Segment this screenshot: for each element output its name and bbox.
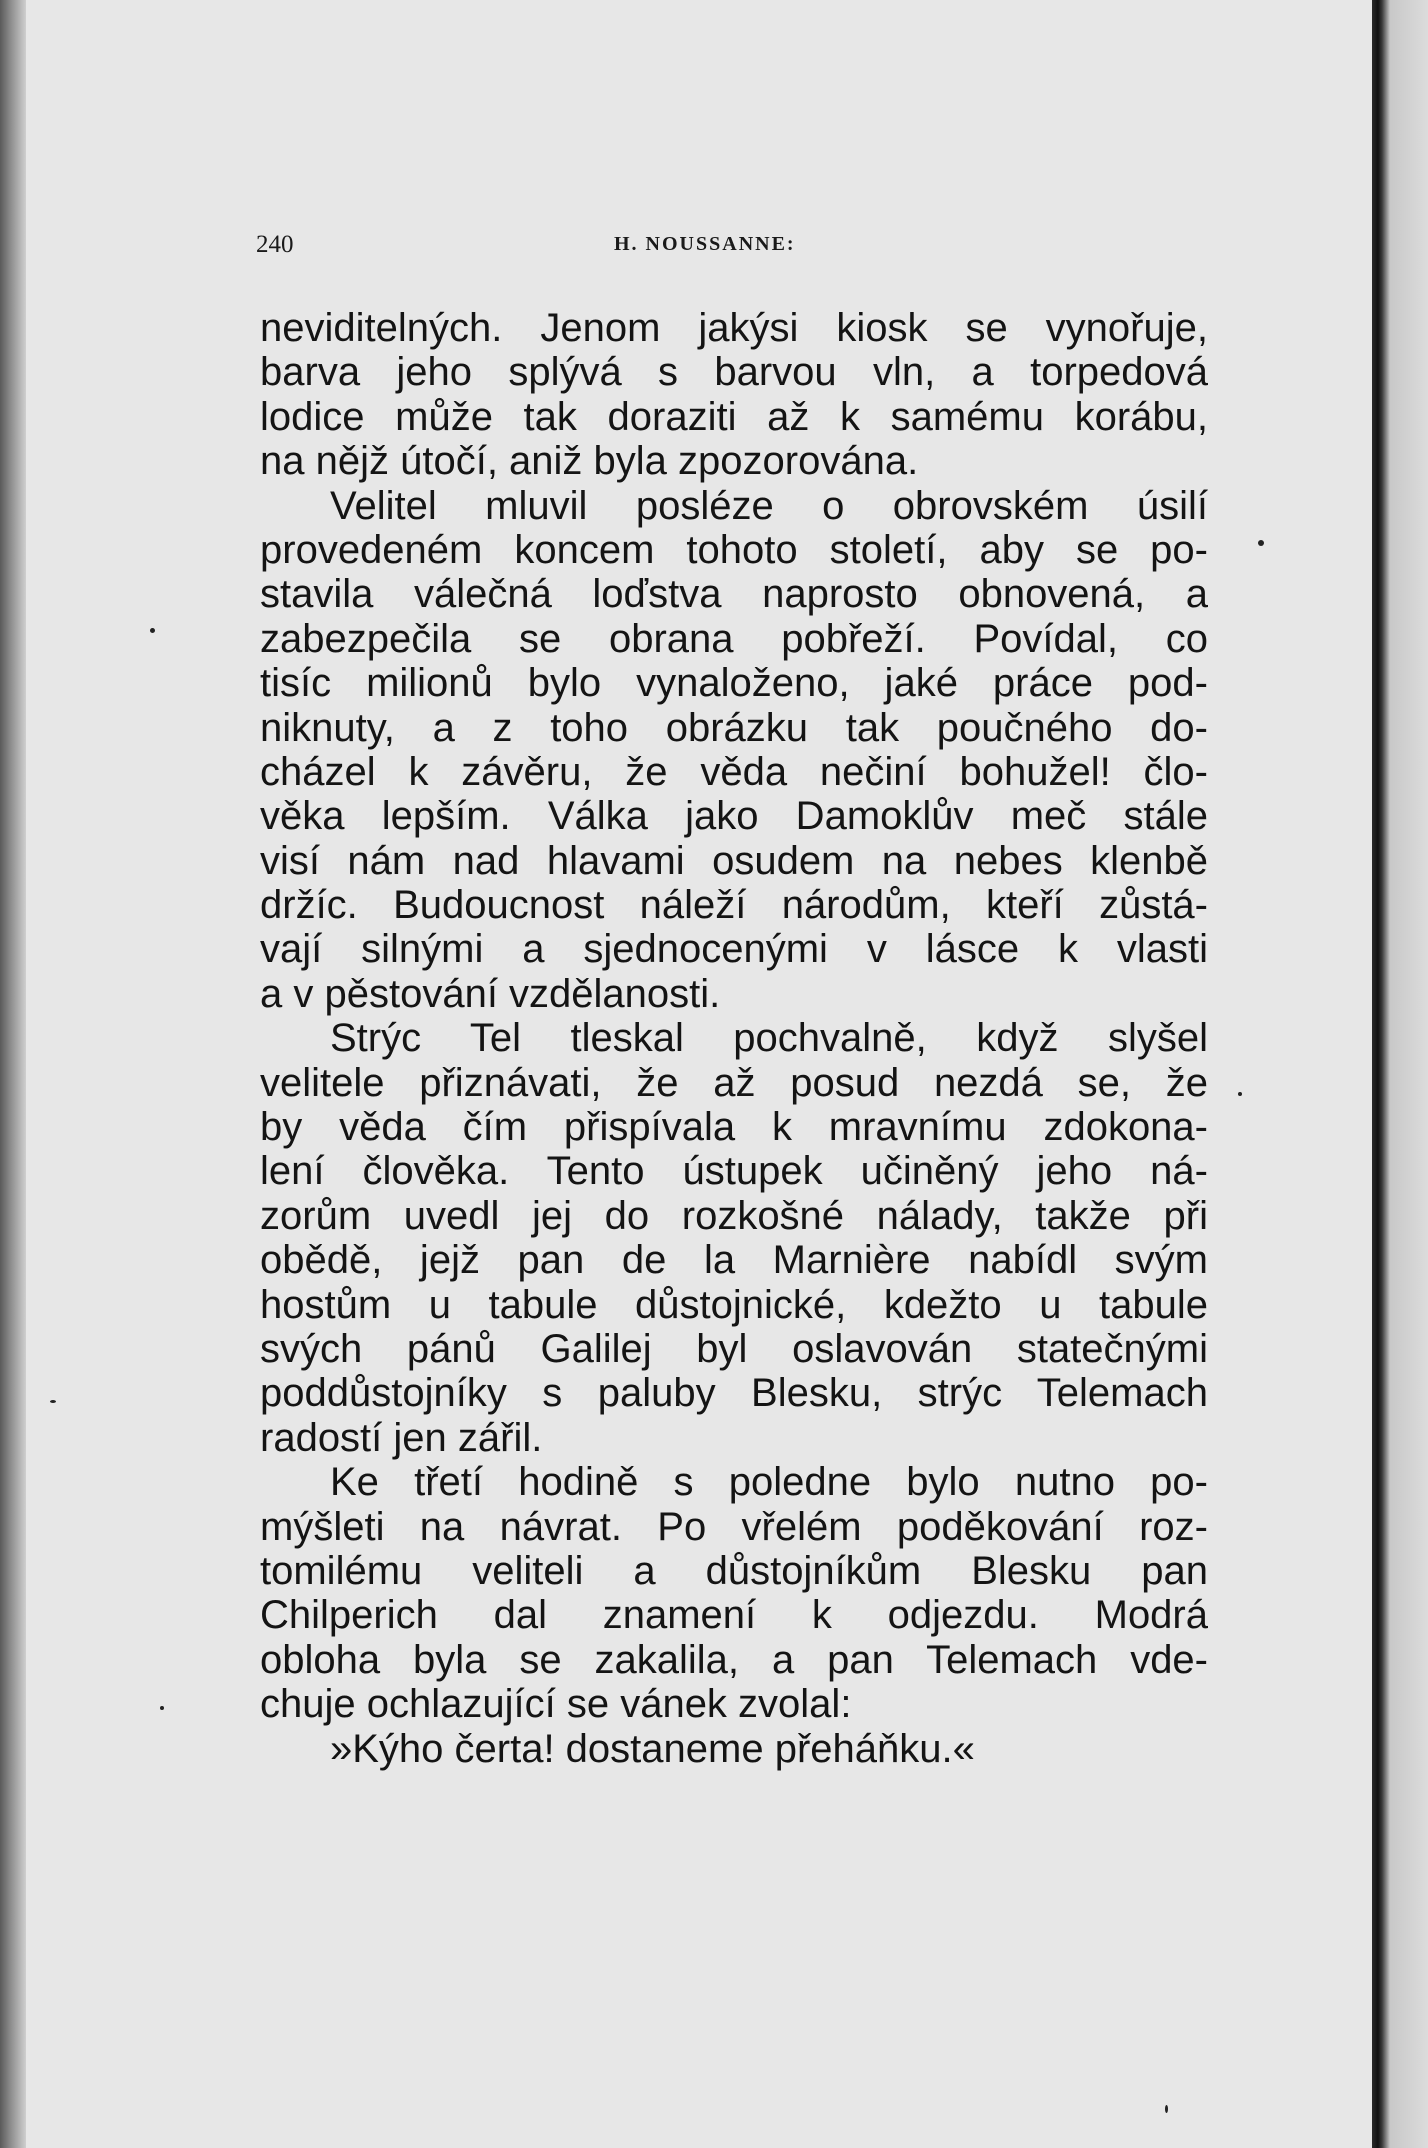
text-line: tisíc milionů bylo vynaloženo, jaké práce pod- xyxy=(260,661,1208,706)
text-line: hostům u tabule důstojnické, kdežto u tabule xyxy=(260,1282,1208,1327)
text-line: držíc. Budoucnost náleží národům, kteří zůstá- xyxy=(260,883,1208,928)
page-header xyxy=(256,231,1196,265)
scan-right-edge xyxy=(1372,0,1428,2148)
text-line: cházel k závěru, že věda nečiní bohužel! člo- xyxy=(260,749,1208,794)
text-line: tomilému veliteli a důstojníkům Blesku pan xyxy=(260,1548,1208,1593)
text-line: poddůstojníky s paluby Blesku, strýc Telemach xyxy=(260,1371,1208,1416)
scan-speck xyxy=(1258,540,1264,546)
text-line: chuje ochlazující se vánek zvolal: xyxy=(260,1682,852,1727)
text-line: věka lepším. Válka jako Damoklův meč stále xyxy=(260,794,1208,839)
text-line: »Kýho čerta! dostaneme přeháňku.« xyxy=(330,1726,975,1771)
text-line: lení člověka. Tento ústupek učiněný jeho ná- xyxy=(260,1149,1208,1194)
text-line: vají silnými a sjednocenými v lásce k vlasti xyxy=(260,927,1208,972)
text-line: radostí jen zářil. xyxy=(260,1415,543,1460)
text-line: provedeném koncem tohoto století, aby se po- xyxy=(260,527,1208,572)
scan-left-edge xyxy=(0,0,26,2148)
text-line: by věda čím přispívala k mravnímu zdokona- xyxy=(260,1105,1208,1150)
scan-speck xyxy=(1238,1092,1242,1096)
text-line: Strýc Tel tleskal pochvalně, když slyšel xyxy=(330,1016,1208,1061)
text-line: stavila válečná loďstva naprosto obnovená, a xyxy=(260,572,1208,617)
scan-speck xyxy=(150,628,155,633)
running-head: H. NOUSSANNE: xyxy=(614,233,796,255)
text-line: Ke třetí hodině s poledne bylo nutno po- xyxy=(330,1460,1208,1505)
text-line: svých pánů Galilej byl oslavován statečnými xyxy=(260,1326,1208,1371)
scan-speck xyxy=(160,1706,164,1710)
page-number: 240 xyxy=(256,231,294,258)
text-line: mýšleti na návrat. Po vřelém poděkování roz- xyxy=(260,1504,1208,1549)
text-line: visí nám nad hlavami osudem na nebes klenbě xyxy=(260,838,1208,883)
text-line: na nějž útočí, aniž byla zpozorována. xyxy=(260,439,919,484)
text-line: obloha byla se zakalila, a pan Telemach vde- xyxy=(260,1637,1208,1682)
text-line: barva jeho splývá s barvou vln, a torpedová xyxy=(260,350,1208,395)
text-line: zorům uvedl jej do rozkošné nálady, takže při xyxy=(260,1193,1208,1238)
text-line: niknuty, a z toho obrázku tak poučného do- xyxy=(260,705,1208,750)
text-line: neviditelných. Jenom jakýsi kiosk se vynořuje, xyxy=(260,306,1208,350)
text-line: Velitel mluvil posléze o obrovském úsilí xyxy=(330,483,1208,528)
text-line: velitele přiznávati, že až posud nezdá se, že xyxy=(260,1060,1208,1105)
scan-speck xyxy=(1165,2105,1168,2113)
body-text xyxy=(260,306,1208,1771)
text-line: lodice může tak doraziti až k samému korábu, xyxy=(260,394,1208,439)
text-line: zabezpečila se obrana pobřeží. Povídal, co xyxy=(260,616,1208,661)
text-line: Chilperich dal znamení k odjezdu. Modrá xyxy=(260,1593,1208,1638)
text-line: a v pěstování vzdělanosti. xyxy=(260,971,721,1016)
text-line: obědě, jejž pan de la Marnière nabídl svým xyxy=(260,1238,1208,1283)
scan-speck xyxy=(50,1400,56,1403)
